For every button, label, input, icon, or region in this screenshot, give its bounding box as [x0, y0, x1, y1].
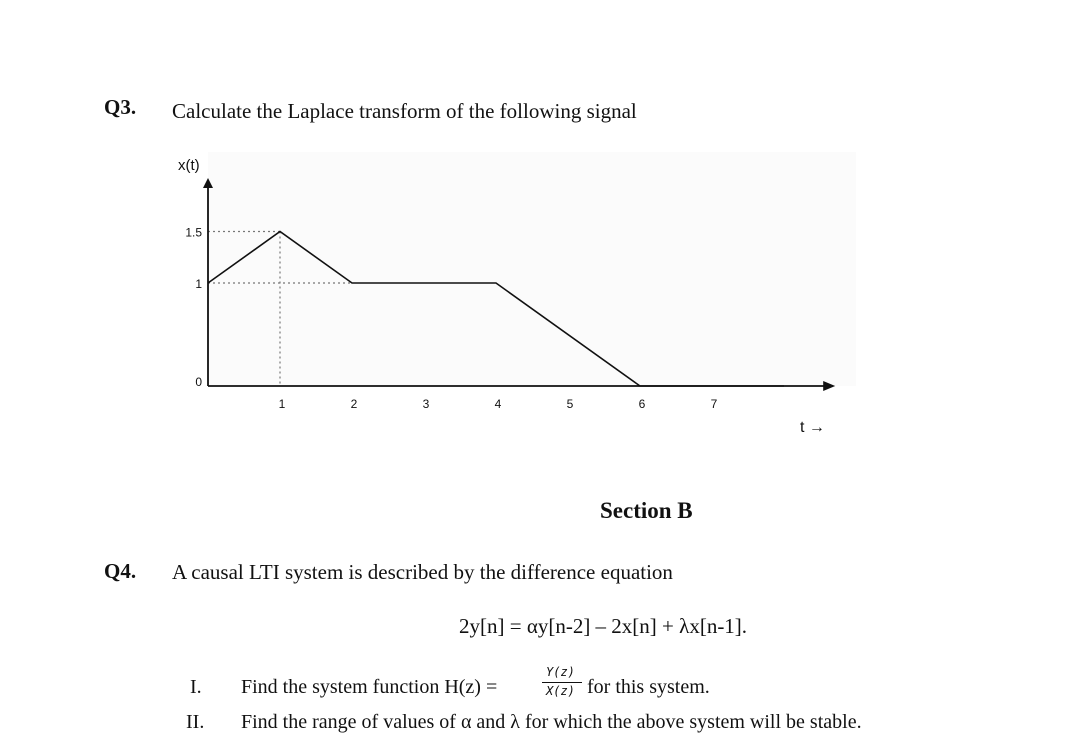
section-title: Section B	[600, 498, 693, 523]
x-tick-label: 5	[566, 397, 574, 411]
question-text-q3: Calculate the Laplace transform of the following signal	[172, 99, 637, 123]
x-axis-label: t →	[800, 419, 825, 436]
x-tick-label: 3	[422, 397, 430, 411]
x-tick-label: 4	[494, 397, 502, 411]
x-tick-label: 2	[350, 397, 358, 411]
item-text-1-after: for this system.	[587, 676, 710, 698]
x-tick-label: 6	[638, 397, 646, 411]
difference-equation: 2y[n] = αy[n-2] – 2x[n] + λx[n-1].	[459, 614, 748, 638]
item-number-1: I.	[190, 676, 202, 698]
question-number-q3: Q3.	[104, 95, 137, 119]
fraction-bar	[542, 682, 582, 683]
y-tick-label: 1.5	[185, 225, 202, 240]
question-number-q4: Q4.	[104, 559, 137, 583]
question-text-q4: A causal LTI system is described by the difference equation	[172, 560, 673, 584]
item-text-1-before: Find the system function H(z) =	[241, 676, 498, 698]
item-text-2: Find the range of values of α and λ for which the above system will be stable.	[241, 711, 862, 733]
fraction-numerator: Y(z)	[546, 665, 575, 679]
y-axis-label: x(t)	[178, 157, 200, 174]
item-number-2: II.	[186, 711, 205, 733]
plot-area	[208, 152, 856, 386]
y-tick-label: 0	[195, 375, 202, 389]
fraction-denominator: X(z)	[546, 684, 575, 698]
signal-plot	[160, 150, 880, 450]
x-tick-label: 1	[278, 397, 286, 411]
y-tick-label: 1	[195, 277, 202, 291]
x-tick-label: 7	[710, 397, 718, 411]
